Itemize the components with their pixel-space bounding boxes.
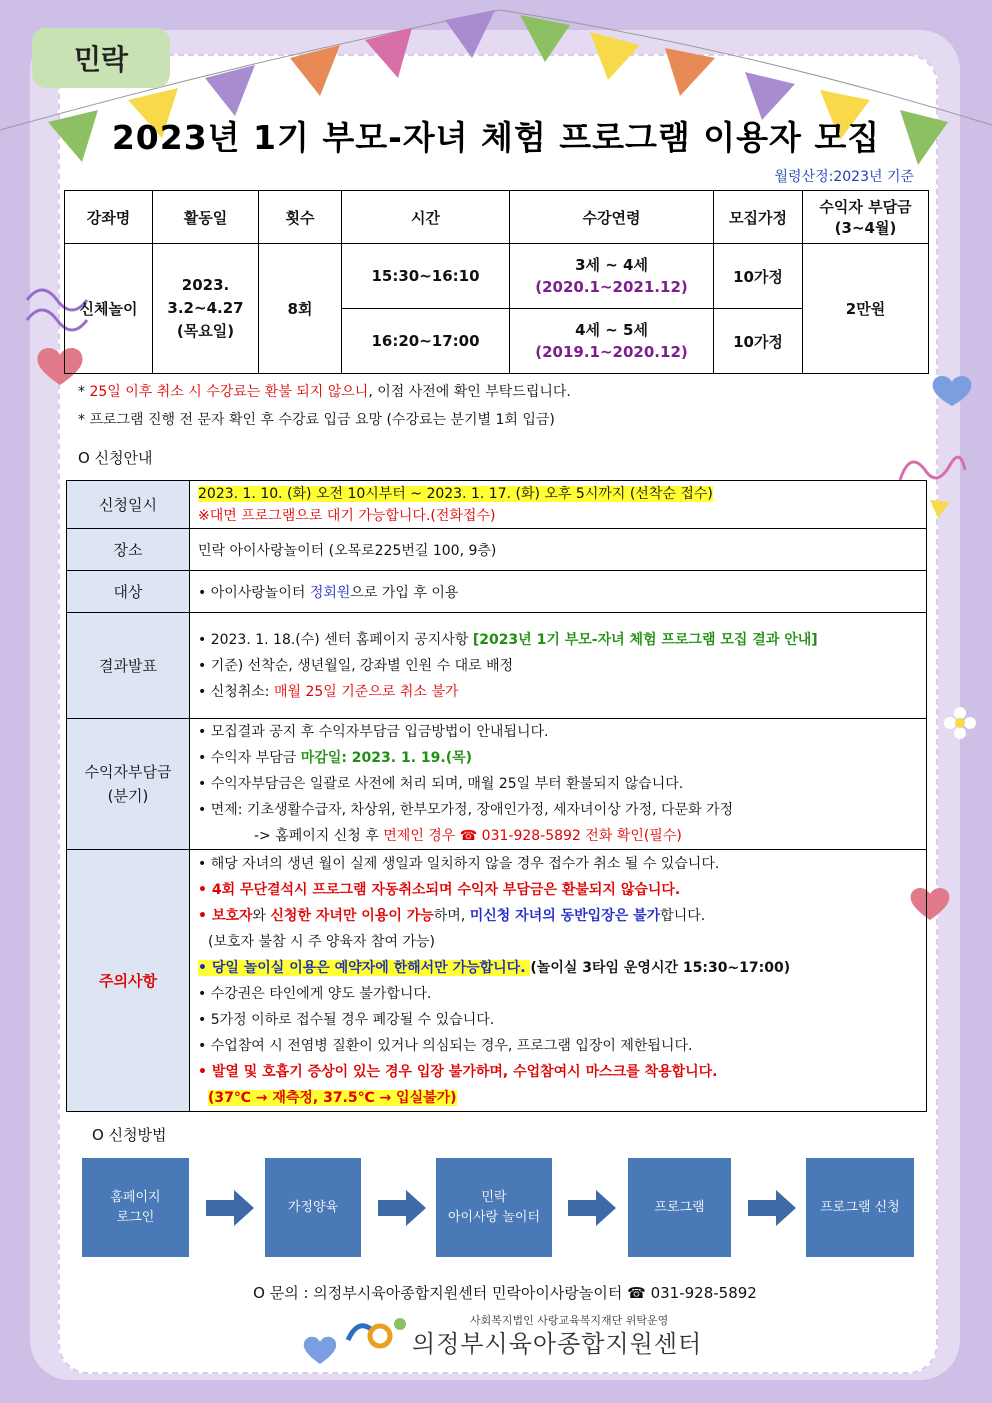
note-payment: * 프로그램 진행 전 문자 확인 후 수강료 입금 요망 (수강료는 분기별 1회 입금) (78, 412, 555, 428)
fee-cell: 2만원 (803, 244, 929, 374)
fee-info-cell: • 모집결과 공지 후 수익자부담금 입금방법이 안내됩니다. • 수익자 부담금 마감일: 2023. 1. 19.(목) • 수익자부담금은 일괄로 사전에 처리 되며, 매월 25일 부터 환불되지 않습니다. • 면제: 기초생활수급자, 차상위, 한부모가정, 장애인가정, 세자녀이상 가정, 다문화 가정 -> 홈페이지 신청 후 면제인 경우 ☎ 031-928-5892 전화 확인(필수) (190, 719, 927, 850)
info-table (66, 480, 927, 1112)
header-age: 수강연령 (510, 191, 714, 244)
header-date: 활동일 (153, 191, 259, 244)
flower-decoration (942, 705, 978, 741)
header-families: 모집가정 (714, 191, 803, 244)
arrow-right-icon (378, 1190, 426, 1226)
apply-info-heading: O 신청안내 (78, 449, 153, 467)
method-heading: O 신청방법 (92, 1126, 167, 1144)
label-result: 결과발표 (67, 613, 190, 719)
result-cell: • 2023. 1. 18.(수) 센터 홈페이지 공지사항 [2023년 1기 부모-자녀 체험 프로그램 모집 결과 안내] • 기준) 선착순, 생년월일, 강좌별 인원 수 대로 배정 • 신청취소: 매월 25일 기준으로 취소 불가 (190, 613, 927, 719)
logo-name: 의정부시육아종합지원센터 (412, 1330, 703, 1358)
schedule-table (64, 190, 929, 374)
step-playground: 민락 아이사랑 놀이터 (436, 1158, 552, 1257)
header-time: 시간 (342, 191, 510, 244)
contact-info: O 문의 : 의정부시육아종합지원센터 민락아이사랑놀이터 ☎ 031-928-5892 (253, 1284, 757, 1302)
target-cell: • 아이사랑놀이터 정회원으로 가입 후 이용 (190, 571, 927, 613)
arrow-right-icon (568, 1190, 616, 1226)
families-cell: 10가정 (714, 244, 803, 309)
center-logo-icon (342, 1310, 412, 1354)
logo-subtitle: 사회복지법인 사랑교육복지재단 위탁운영 (470, 1314, 669, 1327)
header-count: 횟수 (259, 191, 342, 244)
place-cell: 민락 아이사랑놀이터 (오목로225번길 100, 9층) (190, 529, 927, 571)
families-cell: 10가정 (714, 309, 803, 374)
heart-bottom-decoration (300, 1330, 340, 1370)
age-cell: 3세 ~ 4세 (2020.1~2021.12) (510, 244, 714, 309)
label-caution: 주의사항 (67, 850, 190, 1112)
heart-right-decoration (928, 370, 978, 410)
step-home-care: 가정양육 (265, 1158, 361, 1257)
label-place: 장소 (67, 529, 190, 571)
course-cell: 신체놀이 (65, 244, 153, 374)
step-login: 홈페이지 로그인 (82, 1158, 189, 1257)
note-refund: * 25일 이후 취소 시 수강료는 환불 되지 않으니, 이점 사전에 확인 부탁드립니다. (78, 384, 571, 400)
age-cell: 4세 ~ 5세 (2019.1~2020.12) (510, 309, 714, 374)
caution-cell: • 해당 자녀의 생년 월이 실제 생일과 일치하지 않을 경우 접수가 취소 될 수 있습니다. • 4회 무단결석시 프로그램 자동취소되며 수익자 부담금은 환불되지 않습니다. • 보호자와 신청한 자녀만 이용이 가능하며, 미신청 자녀의 동반입장은 불가합니다. (보호자 불참 시 주 양육자 참여 가능) • 당일 놀이실 이용은 예약자에 한해서만 가능합니다. (놀이실 3타임 운영시간 15:30~17:00) • 수강권은 타인에게 양도 불가합니다. • 5가정 이하로 접수될 경우 폐강될 수 있습니다. • 수업참여 시 전염병 질환이 있거나 의심되는 경우, 프로그램 입장이 제한됩니다. • 발열 및 호흡기 증상이 있는 경우 입장 불가하며, 수업참여시 마스크를 착용합니다. (37℃ → 재측정, 37.5℃ → 입실불가) (190, 850, 927, 1112)
date-cell: 2023. 3.2~4.27 (목요일) (153, 244, 259, 374)
step-program: 프로그램 (628, 1158, 731, 1257)
arrow-right-icon (748, 1190, 796, 1226)
time-cell: 16:20~17:00 (342, 309, 510, 374)
page-title: 2023년 1기 부모-자녀 체험 프로그램 이용자 모집 (111, 118, 881, 157)
label-period: 신청일시 (67, 481, 190, 529)
age-basis-note: 월령산정:2023년 기준 (774, 169, 914, 185)
period-cell: 2023. 1. 10. (화) 오전 10시부터 ~ 2023. 1. 17. (화) 오후 5시까지 (선착순 접수) ※대면 프로그램으로 대기 가능합니다.(전화접수) (190, 481, 927, 529)
header-fee: 수익자 부담금 (3~4월) (803, 191, 929, 244)
label-fee: 수익자부담금 (분기) (67, 719, 190, 850)
time-cell: 15:30~16:10 (342, 244, 510, 309)
label-target: 대상 (67, 571, 190, 613)
arrow-right-icon (206, 1190, 254, 1226)
category-tag: 민락 (32, 28, 170, 88)
count-cell: 8회 (259, 244, 342, 374)
step-program-apply: 프로그램 신청 (806, 1158, 914, 1257)
header-course: 강좌명 (65, 191, 153, 244)
